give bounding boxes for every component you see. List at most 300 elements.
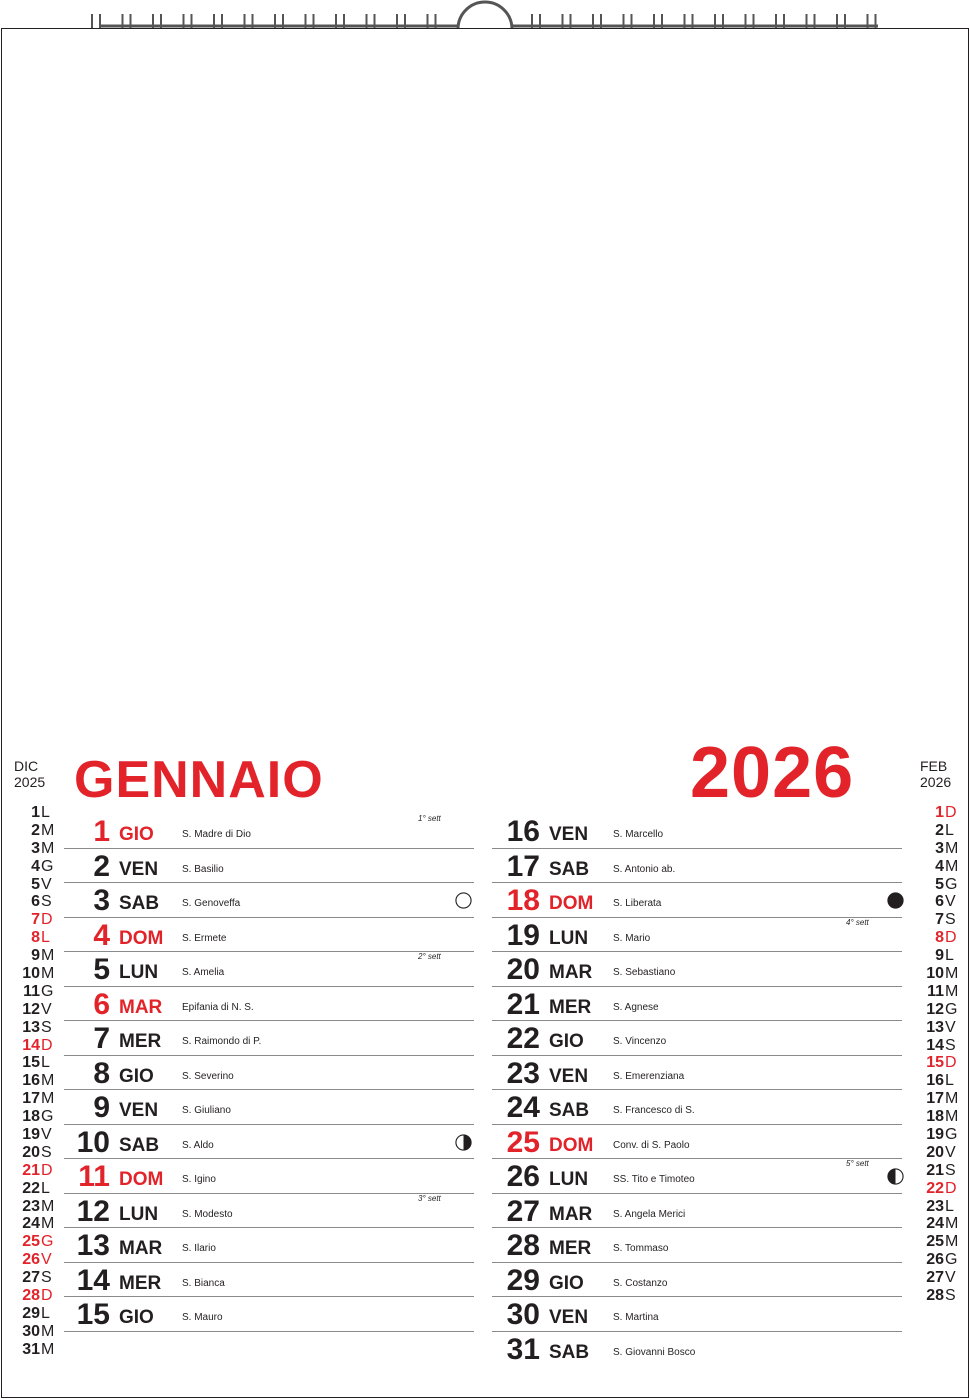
mini-day-letter: G [945,1000,958,1018]
day-name: LUN [549,1169,589,1190]
mini-day-number: 10 [22,965,40,983]
last-quarter-moon-icon [455,1134,472,1151]
day-row [492,1090,902,1125]
day-name: MER [549,996,592,1018]
mini-day-number: 22 [22,1179,40,1197]
saint-name: Conv. di S. Paolo [613,1139,690,1151]
day-row [64,1228,474,1263]
mini-day-letter: V [945,1018,956,1036]
previous-month-mini-calendar [14,758,60,1359]
day-number: 16 [506,815,540,848]
day-name: SAB [549,1100,590,1121]
day-name: VEN [549,1307,589,1328]
mini-day-row [14,1341,60,1359]
mini-day-number: 22 [926,1179,944,1197]
mini-day-number: 16 [926,1072,944,1090]
mini-day-number: 21 [22,1161,40,1179]
day-row [64,987,474,1022]
mini-day-row [14,822,60,840]
day-row [492,987,902,1022]
day-name: VEN [119,1100,159,1121]
mini-day-number: 25 [926,1233,944,1251]
day-number: 31 [506,1332,540,1366]
mini-day-letter: S [41,893,52,911]
day-number: 22 [506,1022,540,1055]
mini-day-number: 6 [31,893,40,911]
mini-day-number: 24 [926,1215,944,1233]
week-number: 3° sett [418,1193,441,1203]
day-number: 11 [78,1160,110,1193]
mini-day-number: 11 [23,982,40,1000]
day-row [492,1297,902,1332]
mini-day-number: 30 [22,1322,40,1340]
day-row [492,1263,902,1298]
day-name: SAB [119,1134,160,1156]
day-row [492,952,902,987]
saint-name: S. Liberata [613,898,662,909]
day-number: 26 [506,1160,540,1193]
mini-day-letter: S [945,1161,956,1179]
day-number: 13 [76,1229,110,1262]
day-number: 20 [506,953,540,986]
mini-day-letter: D [945,929,957,947]
mini-day-number: 8 [935,929,944,947]
day-name: GIO [549,1031,584,1052]
mini-day-row [920,876,966,894]
mini-day-row [920,1019,966,1037]
day-row [492,1021,902,1056]
day-name: GIO [119,1065,154,1087]
day-number: 25 [506,1125,540,1159]
mini-day-letter: S [945,911,956,929]
next-month-days [920,804,966,1305]
saint-name: S. Genoveffa [182,898,241,909]
mini-day-number: 17 [22,1090,40,1108]
mini-day-row [920,1037,966,1055]
mini-day-row [14,1126,60,1144]
mini-day-row [920,1090,966,1108]
mini-day-number: 20 [22,1143,40,1161]
mini-day-letter: L [41,1054,50,1072]
days-column-left [64,814,474,1332]
mini-day-number: 4 [935,857,944,875]
mini-day-letter: M [945,965,959,983]
mini-day-row [920,822,966,840]
mini-day-number: 24 [22,1215,40,1233]
saint-name: S. Martina [613,1312,659,1323]
mini-day-letter: D [41,911,53,929]
mini-day-letter: D [945,804,957,821]
mini-day-letter: S [945,1287,956,1305]
saint-name: S. Raimondo di P. [182,1036,262,1047]
mini-day-row [920,1144,966,1162]
saint-name: S. Mauro [182,1312,223,1323]
saint-name: S. Emerenziana [613,1070,685,1082]
day-name: MAR [549,962,593,983]
mini-day-letter: M [945,1090,959,1108]
mini-day-letter: M [41,839,55,857]
day-name: GIO [549,1272,584,1294]
mini-day-row [920,1126,966,1144]
next-month-label: FEB [920,758,948,774]
mini-day-letter: L [41,929,50,947]
saint-name: S. Francesco di S. [613,1105,695,1116]
day-name: MAR [549,1203,593,1225]
day-row [64,952,474,987]
previous-month-label: DIC [14,758,39,774]
day-number: 12 [76,1194,110,1228]
year-title: 2026 [690,733,855,813]
day-row [492,883,902,918]
mini-day-letter: D [945,1054,957,1072]
mini-day-number: 8 [31,929,40,947]
saint-name: S. Severino [182,1070,234,1082]
mini-day-letter: M [41,1215,55,1233]
mini-day-letter: V [41,1126,52,1144]
saint-name: SS. Tito e Timoteo [613,1174,695,1185]
mini-day-number: 10 [926,965,944,983]
mini-day-number: 1 [935,804,944,821]
mini-day-letter: L [41,1304,50,1322]
day-row [492,1194,902,1229]
day-name: LUN [119,1203,159,1225]
mini-day-number: 1 [31,804,40,821]
mini-day-letter: V [945,1269,956,1287]
mini-day-number: 15 [22,1054,40,1072]
full-moon-icon [455,892,472,909]
day-name: SAB [549,858,590,880]
mini-day-letter: S [945,1036,956,1054]
day-number: 15 [76,1298,110,1331]
mini-day-row [14,983,60,1001]
day-number: 8 [93,1056,110,1090]
mini-day-row [14,1215,60,1233]
mini-day-letter: S [41,1269,52,1287]
mini-day-row [14,965,60,983]
mini-day-number: 14 [22,1036,40,1054]
mini-day-number: 16 [22,1072,40,1090]
day-name: MAR [119,996,163,1018]
mini-day-row [920,893,966,911]
mini-day-number: 29 [22,1304,40,1322]
mini-day-row [920,1001,966,1019]
mini-day-row [14,1305,60,1323]
day-name: SAB [549,1341,590,1363]
mini-day-number: 5 [31,875,40,893]
mini-day-row [14,1019,60,1037]
day-number: 24 [506,1091,540,1124]
mini-day-number: 11 [927,982,944,1000]
mini-day-row [14,876,60,894]
saint-name: S. Mario [613,932,651,944]
saint-name: S. Marcello [613,829,664,840]
day-row [492,849,902,884]
mini-day-row [14,1108,60,1126]
mini-day-number: 18 [926,1108,944,1126]
day-number: 17 [506,849,540,883]
day-number: 21 [506,987,540,1021]
week-number: 2° sett [418,952,441,961]
mini-day-row [14,1323,60,1341]
day-number: 23 [506,1056,540,1090]
day-row [64,1297,474,1332]
next-month-year: 2026 [920,774,952,790]
mini-day-number: 23 [22,1197,40,1215]
saint-name: S. Tommaso [613,1243,669,1254]
mini-day-row [920,911,966,929]
day-name: VEN [549,824,589,845]
day-number: 27 [506,1194,540,1228]
mini-day-letter: L [945,1072,954,1090]
mini-day-letter: D [41,1287,53,1305]
day-number: 1 [93,815,110,848]
mini-day-letter: D [41,1161,53,1179]
mini-day-row [14,1090,60,1108]
mini-day-letter: M [945,1215,959,1233]
mini-day-letter: M [945,839,959,857]
day-number: 28 [506,1229,540,1262]
mini-day-number: 4 [31,857,40,875]
mini-day-letter: L [945,821,954,839]
mini-day-number: 15 [926,1054,944,1072]
saint-name: S. Amelia [182,967,225,978]
saint-name: S. Igino [182,1174,216,1185]
mini-day-number: 9 [935,947,944,965]
saint-name: S. Costanzo [613,1277,668,1289]
mini-day-letter: V [41,1000,52,1018]
mini-day-row [14,947,60,965]
mini-day-letter: G [945,1251,958,1269]
mini-day-row [14,1233,60,1251]
day-number: 14 [76,1263,110,1297]
week-number: 4° sett [846,917,869,927]
mini-day-number: 19 [22,1126,40,1144]
day-row [492,1056,902,1091]
mini-day-number: 12 [926,1000,944,1018]
mini-day-letter: M [41,1090,55,1108]
saint-name: S. Ilario [182,1243,216,1254]
day-row [492,1332,902,1367]
saint-name: S. Vincenzo [613,1036,667,1047]
mini-day-number: 23 [926,1197,944,1215]
day-name: MER [549,1238,592,1259]
mini-day-number: 6 [935,893,944,911]
mini-day-number: 5 [935,875,944,893]
day-name: MER [119,1031,162,1052]
mini-day-letter: D [945,1179,957,1197]
mini-day-letter: G [41,982,54,1000]
mini-day-letter: G [41,1108,54,1126]
mini-day-row [14,804,60,822]
day-name: LUN [119,962,159,983]
week-number: 1° sett [418,814,441,823]
mini-day-row [14,1162,60,1180]
day-name: DOM [549,893,594,914]
day-name: GIO [119,824,154,845]
day-number: 6 [93,987,110,1021]
mini-day-number: 3 [31,839,40,857]
first-quarter-moon-icon [887,1168,904,1185]
mini-day-row [920,1198,966,1216]
saint-name: S. Modesto [182,1208,233,1220]
mini-day-row [14,1251,60,1269]
day-row [64,1125,474,1160]
saint-name: S. Antonio ab. [613,863,676,875]
mini-day-letter: L [41,804,50,821]
mini-day-letter: S [41,1018,52,1036]
mini-day-letter: M [41,965,55,983]
day-row [492,918,902,953]
mini-day-row [14,1001,60,1019]
mini-day-row [14,840,60,858]
mini-day-row [14,1072,60,1090]
day-name: SAB [119,893,160,914]
mini-day-letter: M [41,1340,55,1358]
mini-day-letter: M [41,821,55,839]
mini-day-letter: V [41,1251,52,1269]
mini-day-number: 13 [22,1018,40,1036]
mini-day-letter: M [945,982,959,1000]
day-row [64,1159,474,1194]
mini-day-letter: G [945,1126,958,1144]
mini-day-letter: V [945,893,956,911]
mini-day-letter: G [41,857,54,875]
mini-day-row [920,1108,966,1126]
mini-day-row [920,1251,966,1269]
day-row [492,1159,902,1194]
day-row [64,883,474,918]
mini-day-row [920,983,966,1001]
mini-day-row [920,1269,966,1287]
saint-name: S. Basilio [182,863,224,875]
mini-day-number: 3 [935,839,944,857]
mini-day-number: 28 [926,1287,944,1305]
day-name: DOM [549,1134,594,1156]
day-number: 18 [506,884,540,917]
day-row [492,814,902,849]
mini-day-row [920,947,966,965]
mini-day-number: 9 [31,947,40,965]
saint-name: S. Aldo [182,1139,214,1151]
mini-day-number: 7 [31,911,40,929]
previous-month-days [14,804,60,1359]
mini-day-number: 20 [926,1143,944,1161]
mini-day-row [14,911,60,929]
mini-day-number: 17 [926,1090,944,1108]
mini-day-row [920,929,966,947]
day-number: 9 [93,1091,110,1124]
day-row [64,1263,474,1298]
mini-day-row [920,840,966,858]
mini-day-number: 2 [935,821,944,839]
mini-day-row [14,1287,60,1305]
day-row [492,1228,902,1263]
mini-day-letter: D [41,1036,53,1054]
mini-day-number: 26 [22,1251,40,1269]
mini-day-letter: M [41,1197,55,1215]
mini-day-row [920,858,966,876]
day-number: 2 [93,849,110,883]
day-row [64,814,474,849]
new-moon-icon [887,892,904,909]
mini-day-letter: S [41,1143,52,1161]
day-number: 5 [93,953,110,986]
day-row [64,1090,474,1125]
mini-day-row [920,1162,966,1180]
saint-name: S. Angela Merici [613,1208,686,1220]
mini-day-row [920,1072,966,1090]
mini-day-row [14,893,60,911]
day-row [64,918,474,953]
mini-day-number: 12 [22,1000,40,1018]
mini-day-row [920,804,966,822]
saint-name: S. Madre di Dio [182,829,251,840]
mini-day-number: 13 [926,1018,944,1036]
mini-day-number: 21 [926,1161,944,1179]
day-name: GIO [119,1307,154,1328]
mini-day-letter: L [945,1197,954,1215]
day-row [64,849,474,884]
mini-day-letter: V [41,875,52,893]
day-row [64,1056,474,1091]
mini-day-number: 31 [22,1340,40,1358]
day-row [64,1194,474,1229]
mini-day-letter: G [41,1233,54,1251]
mini-day-number: 2 [31,821,40,839]
day-row [492,1125,902,1160]
day-number: 29 [506,1263,540,1297]
next-month-mini-calendar [920,758,966,1305]
mini-day-number: 19 [926,1126,944,1144]
day-number: 7 [93,1022,110,1055]
day-name: VEN [549,1065,589,1087]
day-name: DOM [119,1169,164,1190]
mini-day-number: 7 [935,911,944,929]
mini-day-row [14,1269,60,1287]
mini-day-letter: G [945,875,958,893]
mini-day-row [14,929,60,947]
day-name: MAR [119,1238,163,1259]
week-number: 5° sett [846,1159,869,1168]
mini-day-row [14,1037,60,1055]
mini-day-number: 26 [926,1251,944,1269]
day-number: 3 [93,884,110,917]
saint-name: S. Ermete [182,932,227,944]
mini-day-row [920,1054,966,1072]
mini-day-number: 28 [22,1287,40,1305]
day-number: 10 [76,1125,110,1159]
mini-day-letter: M [41,1072,55,1090]
mini-day-row [920,1180,966,1198]
mini-day-number: 27 [22,1269,40,1287]
mini-day-letter: V [945,1143,956,1161]
mini-day-row [920,1233,966,1251]
day-name: VEN [119,858,159,880]
mini-day-number: 18 [22,1108,40,1126]
day-name: MER [119,1272,162,1294]
mini-day-row [14,1144,60,1162]
mini-day-letter: M [41,1322,55,1340]
day-name: DOM [119,927,164,949]
mini-day-letter: M [945,857,959,875]
mini-day-letter: M [945,1108,959,1126]
mini-day-row [920,1215,966,1233]
mini-day-row [14,858,60,876]
month-title: GENNAIO [74,751,324,809]
day-number: 4 [93,918,110,952]
days-column-right [492,814,902,1366]
day-number: 19 [506,918,540,952]
